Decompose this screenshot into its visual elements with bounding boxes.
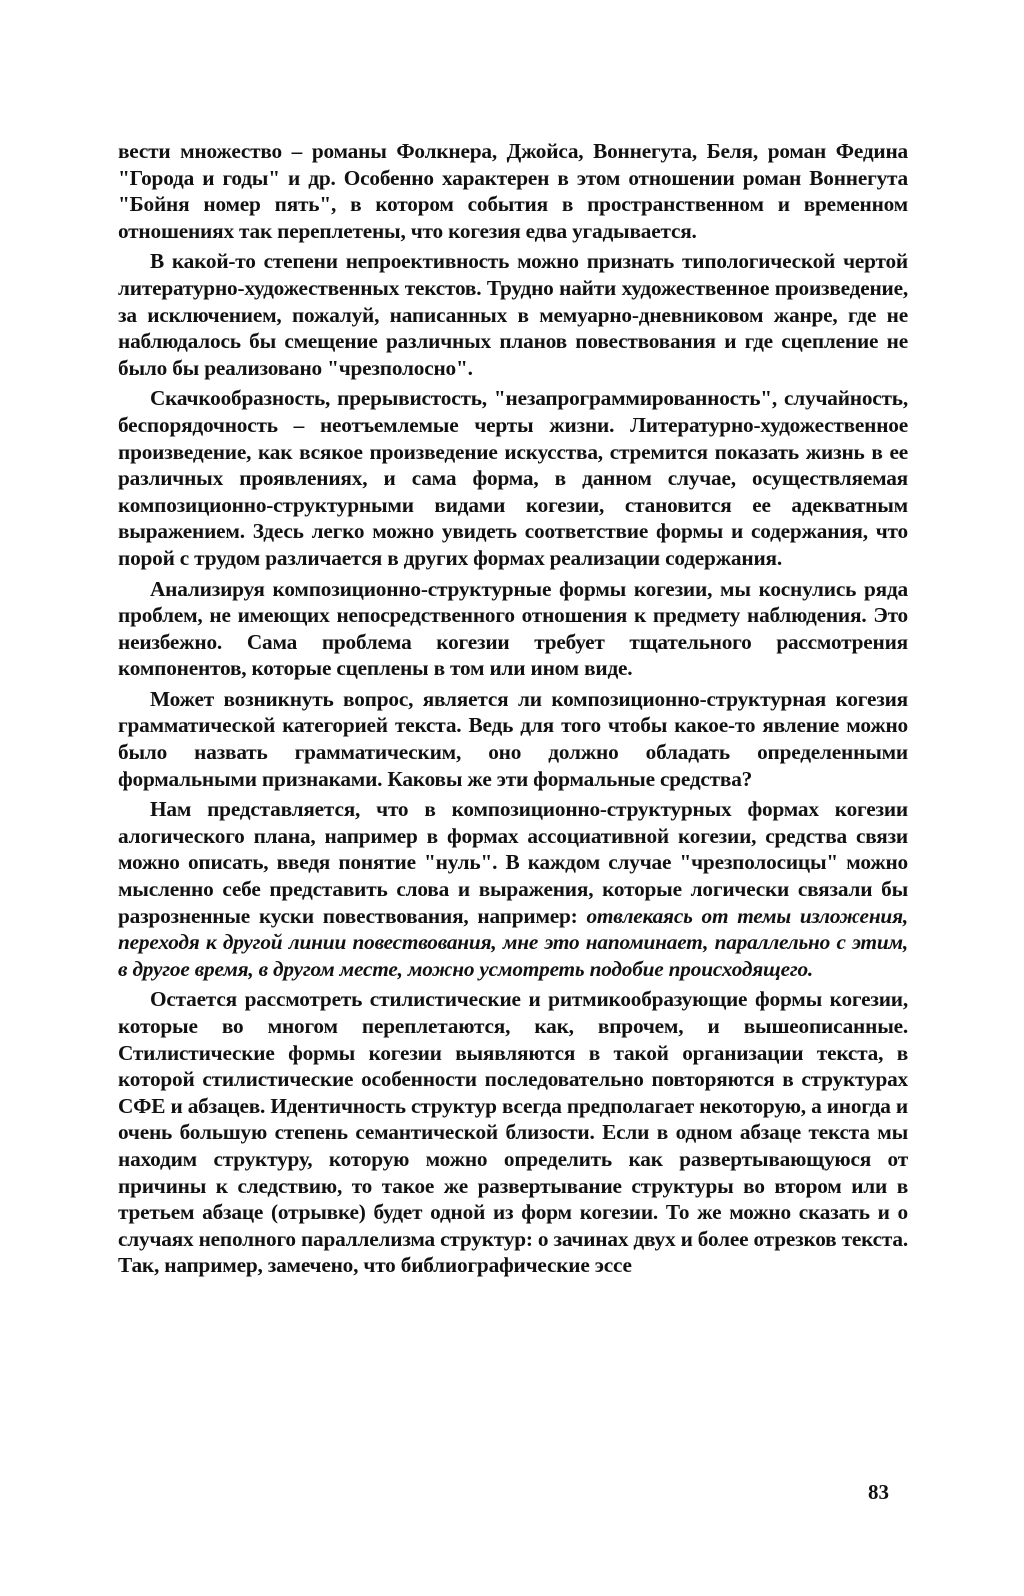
paragraph-6-text: Нам представляется, что в композиционно-структурных формах когезии алогического плана, например в формах ассоциативной когезии, средства связи можно описать, введя понятие "нуль". В каждом случае "чрезполосицы" можно мысленно себе представить слова и выражения, которые логически связали бы разрозненные куски повествования, например: xyxy=(118,797,908,928)
paragraph-3: Скачкообразность, прерывистость, "незапрограммированность", случайность, беспорядочность – неотъемлемые черты жизни. Литературно-художественное произведение, как всякое произведение искусства, стремится показать жизнь в ее различных проявлениях, и сама форма, в данном случае, осуществляемая композиционно-структурными видами когезии, становится ее адекватным выражением. Здесь легко можно увидеть соответствие формы и содержания, что порой с трудом различается в других формах реализации содержания. xyxy=(118,386,908,570)
paragraph-7: Остается рассмотреть стилистические и ритмикообразующие формы когезии, которые во многом переплетаются, как, впрочем, и вышеописанные. Стилистические формы когезии выявляются в такой организации текста, в которой стилистические особенности последовательно повторяются в структурах СФЕ и абзацев. Идентичность структур всегда предполагает некоторую, а иногда и очень большую степень семантической близости. Если в одном абзаце текста мы находим структуру, которую можно определить как развертывающуюся от причины к следствию, то такое же развертывание структуры во втором или в третьем абзаце (отрывке) будет одной из форм когезии. То же можно сказать и о случаях неполного параллелизма структур: о зачинах двух и более отрезков текста. Так, например, замечено, что библиографические эссе xyxy=(118,987,908,1278)
paragraph-2: В какой-то степени непроективность можно признать типологической чертой литературно-художественных текстов. Трудно найти художественное произведение, за исключением, пожалуй, написанных в мемуарно-дневниковом жанре, где не наблюдалось бы смещение различных планов повествования и где сцепление не было бы реализовано "чрезполосно". xyxy=(118,249,908,380)
page-body xyxy=(118,138,908,1279)
paragraph-6-italic: отвлекаясь от темы изложения, переходя к другой линии повествования, мне это напоминает, параллельно с этим, в другое время, в другом месте, можно усмотреть подобие происходящего. xyxy=(118,903,908,981)
paragraph-1: вести множество – романы Фолкнера, Джойса, Воннегута, Беля, роман Федина "Города и годы" и др. Особенно характерен в этом отношении роман Воннегута "Бойня номер пять", в котором события в пространственном и временном отношениях так переплетены, что когезия едва угадывается. xyxy=(118,139,908,243)
paragraph-5: Может возникнуть вопрос, является ли композиционно-структурная когезия грамматической категорией текста. Ведь для того чтобы какое-то явление можно было назвать грамматическим, оно должно обладать определенными формальными признаками. Каковы же эти формальные средства? xyxy=(118,686,908,791)
paragraph-6 xyxy=(118,796,908,982)
page-number: 83 xyxy=(868,1480,889,1504)
paragraph-4: Анализируя композиционно-структурные формы когезии, мы коснулись ряда проблем, не имеющих непосредственного отношения к предмету наблюдения. Это неизбежно. Сама проблема когезии требует тщательного рассмотрения компонентов, которые сцеплены в том или ином виде. xyxy=(118,576,908,681)
